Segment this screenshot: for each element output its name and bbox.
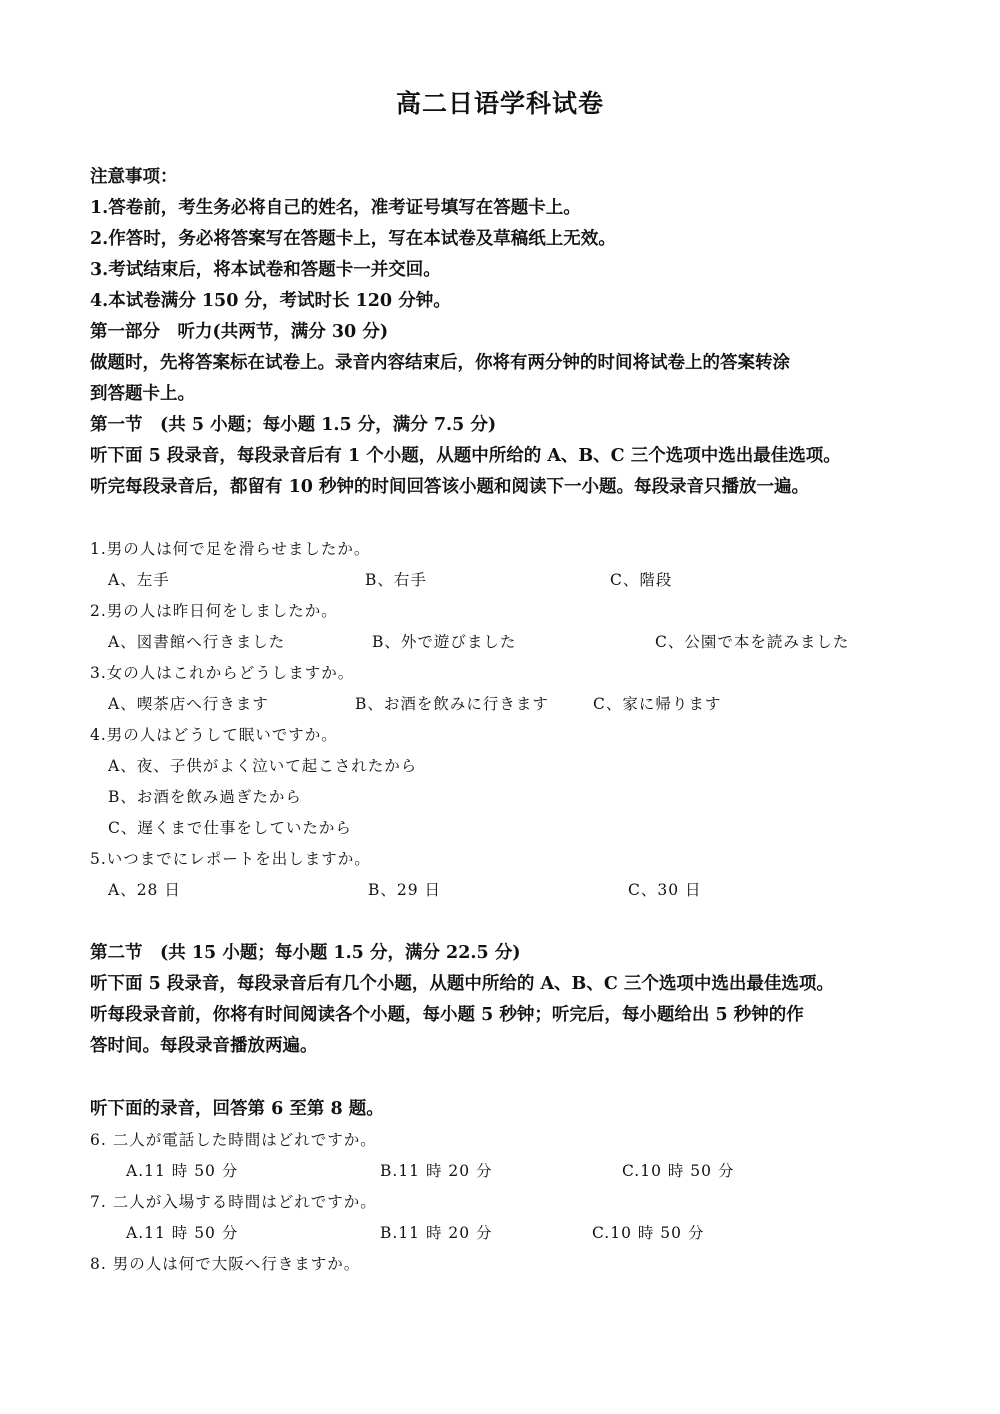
option-1c: C、階段 xyxy=(610,571,673,589)
option-5c: C、30 日 xyxy=(628,881,702,899)
section2-instruction: 答时间。每段录音播放两遍。 xyxy=(90,1036,318,1056)
option-2c: C、公園で本を読みました xyxy=(655,633,850,651)
part1-instruction: 做题时，先将答案标在试卷上。录音内容结束后，你将有两分钟的时间将试卷上的答案转涂 xyxy=(90,353,790,373)
section2-heading: 第二节 (共 15 小题；每小题 1.5 分，满分 22.5 分) xyxy=(90,943,521,963)
section1-instruction: 听完每段录音后，都留有 10 秒钟的时间回答该小题和阅读下一小题。每段录音只播放一遍。 xyxy=(90,477,810,497)
notice-item: 3.考试结束后，将本试卷和答题卡一并交回。 xyxy=(90,260,441,280)
question-4: 4.男の人はどうして眠いですか。 xyxy=(90,726,338,744)
question-6: 6. 二人が電話した時間はどれですか。 xyxy=(90,1131,377,1149)
option-6c: C.10 時 50 分 xyxy=(622,1162,735,1180)
option-6b: B.11 時 20 分 xyxy=(380,1162,493,1180)
option-1a: A、左手 xyxy=(108,571,170,589)
section1-heading: 第一节 (共 5 小题；每小题 1.5 分，满分 7.5 分) xyxy=(90,415,497,435)
option-6a: A.11 時 50 分 xyxy=(126,1162,239,1180)
option-1b: B、右手 xyxy=(365,571,427,589)
option-3a: A、喫茶店へ行きます xyxy=(108,695,269,713)
option-4a: A、夜、子供がよく泣いて起こされたから xyxy=(108,757,418,775)
question-7: 7. 二人が入場する時間はどれですか。 xyxy=(90,1193,377,1211)
notice-item: 1.答卷前，考生务必将自己的姓名，准考证号填写在答题卡上。 xyxy=(90,198,581,218)
question-5: 5.いつまでにレポートを出しますか。 xyxy=(90,850,371,868)
option-2a: A、図書館へ行きました xyxy=(108,633,286,651)
option-7c: C.10 時 50 分 xyxy=(592,1224,705,1242)
page-title: 高二日语学科试卷 xyxy=(395,89,604,118)
part1-instruction: 到答题卡上。 xyxy=(90,384,195,404)
section2-instruction: 听每段录音前，你将有时间阅读各个小题，每小题 5 秒钟；听完后，每小题给出 5 秒钟的作 xyxy=(90,1005,804,1025)
option-4b: B、お酒を飲み過ぎたから xyxy=(108,788,302,806)
group-heading: 听下面的录音，回答第 6 至第 8 题。 xyxy=(90,1099,384,1119)
option-5a: A、28 日 xyxy=(108,881,181,899)
question-3: 3.女の人はこれからどうしますか。 xyxy=(90,664,355,682)
option-3b: B、お酒を飲みに行きます xyxy=(355,695,549,713)
notice-item: 4.本试卷满分 150 分，考试时长 120 分钟。 xyxy=(90,291,451,311)
section2-instruction: 听下面 5 段录音，每段录音后有几个小题，从题中所给的 A、B、C 三个选项中选出最佳选项。 xyxy=(90,974,834,994)
option-7b: B.11 時 20 分 xyxy=(380,1224,493,1242)
option-4c: C、遅くまで仕事をしていたから xyxy=(108,819,352,837)
part1-heading: 第一部分 听力(共两节，满分 30 分) xyxy=(90,322,389,342)
notice-heading: 注意事项： xyxy=(90,167,178,187)
question-2: 2.男の人は昨日何をしましたか。 xyxy=(90,602,338,620)
option-7a: A.11 時 50 分 xyxy=(126,1224,239,1242)
question-8: 8. 男の人は何で大阪へ行きますか。 xyxy=(90,1255,361,1273)
option-3c: C、家に帰ります xyxy=(593,695,722,713)
question-1: 1.男の人は何で足を滑らせましたか。 xyxy=(90,540,371,558)
option-2b: B、外で遊びました xyxy=(372,633,517,651)
section1-instruction: 听下面 5 段录音，每段录音后有 1 个小题，从题中所给的 A、B、C 三个选项中选出最佳选项。 xyxy=(90,446,841,466)
notice-item: 2.作答时，务必将答案写在答题卡上，写在本试卷及草稿纸上无效。 xyxy=(90,229,616,249)
option-5b: B、29 日 xyxy=(368,881,442,899)
